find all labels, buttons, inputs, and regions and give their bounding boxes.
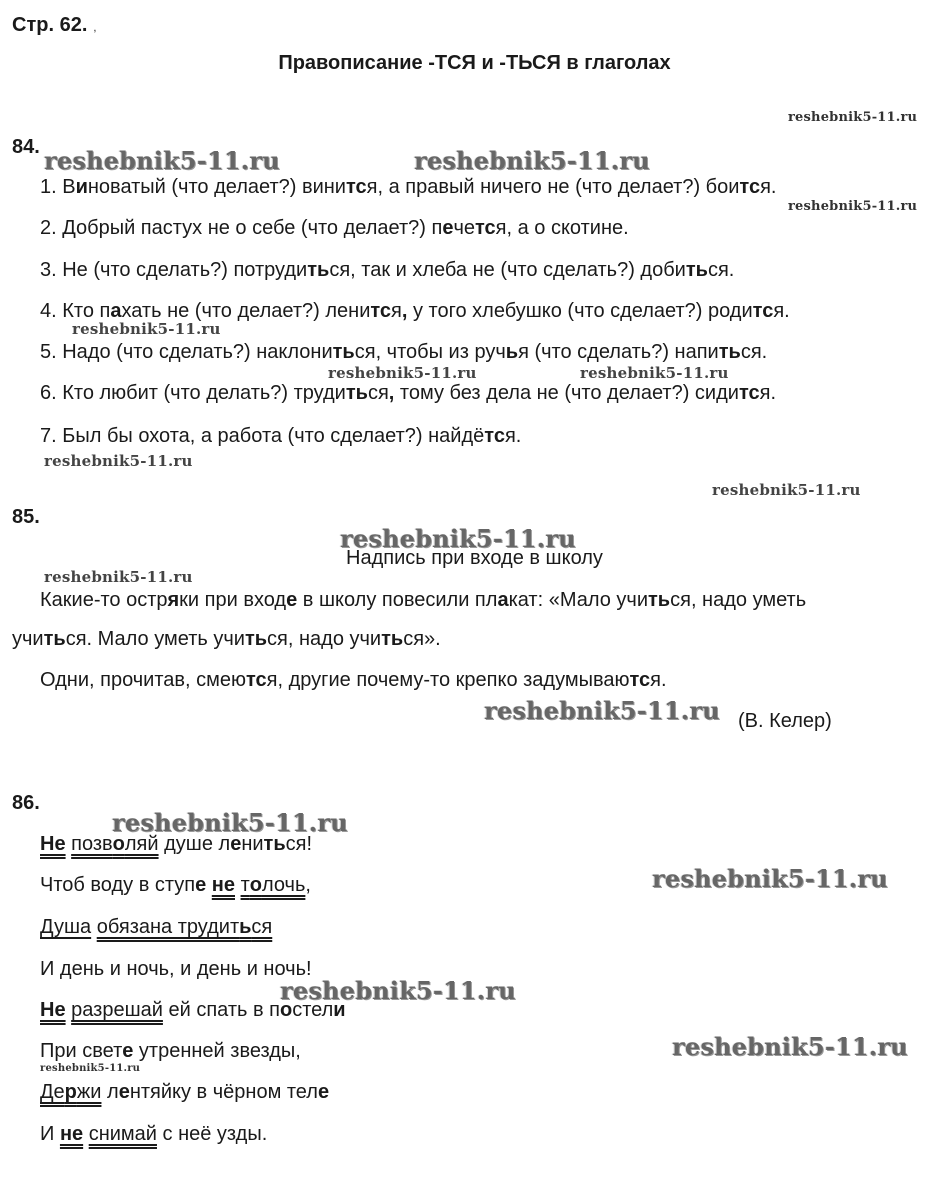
text-segment: Чтоб воду в ступ <box>40 874 196 896</box>
text-segment: не <box>211 874 235 896</box>
text-segment: ь <box>505 341 519 363</box>
text-segment: с неё узды. <box>156 1123 268 1145</box>
text-segment: е <box>195 874 207 896</box>
watermark: reshebnik5-11.ru <box>712 481 861 499</box>
text-segment: у того хлебушко (что сделает?) роди <box>407 300 753 322</box>
ex85-line-2 <box>12 628 441 651</box>
text-segment: ть <box>307 259 330 281</box>
text-segment: ь <box>239 916 252 938</box>
text-segment: , <box>388 382 395 404</box>
text-segment: ся, чтобы из руч <box>354 341 506 363</box>
text-segment: ей спать в п <box>162 999 280 1021</box>
watermark: reshebnik5-11.ru <box>788 199 918 214</box>
text-segment: новатый (что делает?) вини <box>87 176 346 198</box>
watermark: reshebnik5-11.ru <box>788 110 918 125</box>
text-segment: р <box>64 1081 77 1103</box>
text-segment: При свет <box>40 1040 123 1062</box>
watermark: reshebnik5-11.ru <box>40 1063 141 1074</box>
text-segment: е <box>230 833 242 855</box>
text-segment: ся, надо уметь <box>670 589 807 611</box>
text-segment: учи <box>12 628 44 650</box>
text-segment: и <box>333 999 346 1021</box>
ex84-line-5 <box>40 341 767 364</box>
text-segment: ть <box>332 341 355 363</box>
text-segment: 7. Был бы охота, а работа (что сделает?) найдё <box>40 425 485 447</box>
watermark: reshebnik5-11.ru <box>280 976 516 1005</box>
text-segment: не <box>59 1123 84 1145</box>
ex84-line-7 <box>40 425 521 448</box>
text-segment: е <box>122 1040 134 1062</box>
ex86-line-4 <box>40 958 312 981</box>
text-segment: 3. Не (что сделать?) потруди <box>40 259 308 281</box>
watermark: reshebnik5-11.ru <box>484 696 720 725</box>
ex86-line-8 <box>40 1123 267 1146</box>
text-segment: Де <box>40 1081 65 1103</box>
text-segment: тс <box>246 669 267 691</box>
text-segment: , <box>305 874 311 896</box>
text-segment: 6. Кто любит (что делать?) труди <box>40 382 346 404</box>
text-segment: тс <box>475 217 496 239</box>
watermark: reshebnik5-11.ru <box>44 146 280 175</box>
watermark: reshebnik5-11.ru <box>414 146 650 175</box>
text-segment: о <box>112 833 125 855</box>
text-segment: лочь <box>261 874 306 896</box>
text-segment: жи <box>76 1081 102 1103</box>
text-segment: я. <box>759 382 776 404</box>
watermark: reshebnik5-11.ru <box>72 320 221 338</box>
text-segment: я (что сделать?) напи <box>518 341 719 363</box>
text-segment: тс <box>739 176 761 198</box>
text-segment: тс <box>370 300 392 322</box>
text-segment: я, а правый ничего не (что делает?) бои <box>366 176 740 198</box>
text-segment: е <box>118 1081 130 1103</box>
text-segment: тс <box>752 300 774 322</box>
text-segment: ть <box>244 628 268 650</box>
text-segment: ся. <box>740 341 768 363</box>
text-segment: Не <box>40 833 66 855</box>
ex85-line-1 <box>40 589 806 612</box>
ex84-line-6 <box>40 382 776 405</box>
text-segment: ся! <box>285 833 313 855</box>
text-segment: о <box>280 999 293 1021</box>
text-segment: И день и ночь, и день и ночь! <box>40 958 312 980</box>
text-segment: позв <box>71 833 113 855</box>
text-segment: снимай <box>88 1123 157 1145</box>
text-segment: ся. Мало уметь учи <box>65 628 245 650</box>
text-segment: о <box>249 874 262 896</box>
text-segment: тс <box>629 669 651 691</box>
text-segment: утренней звезды, <box>133 1040 301 1062</box>
ex84-line-2 <box>40 217 629 240</box>
watermark: reshebnik5-11.ru <box>44 568 193 586</box>
text-segment: а <box>110 300 122 322</box>
text-segment: ть <box>648 589 671 611</box>
text-segment: Душа <box>40 916 92 938</box>
text-segment: кат: «Мало учи <box>508 589 649 611</box>
text-segment: я. <box>504 425 522 447</box>
ex86-line-7 <box>40 1081 329 1104</box>
ex86-line-6 <box>40 1040 301 1063</box>
watermark: reshebnik5-11.ru <box>672 1032 908 1061</box>
text-segment: ся, так и хлеба не (что сделать?) доби <box>329 259 686 281</box>
text-segment: ки при вход <box>179 589 287 611</box>
text-segment: я. <box>760 176 777 198</box>
text-segment: я <box>167 589 180 611</box>
text-segment: л <box>101 1081 119 1103</box>
text-segment: ся <box>251 916 273 938</box>
text-segment: 5. Надо (что сделать?) наклони <box>40 341 333 363</box>
text-segment: душе л <box>158 833 231 855</box>
text-segment: Не <box>40 999 66 1021</box>
text-segment: я. <box>773 300 790 322</box>
watermark: reshebnik5-11.ru <box>112 808 348 837</box>
text-segment: обязана трудит <box>96 916 240 938</box>
page-title: Правописание -ТСЯ и -ТЬСЯ в глаголах <box>278 52 671 74</box>
watermark: reshebnik5-11.ru <box>328 364 477 382</box>
text-segment: , <box>401 300 408 322</box>
text-segment: ть <box>345 382 368 404</box>
text-segment: ся». <box>403 628 441 650</box>
text-segment: я <box>391 300 402 322</box>
text-segment: ть <box>381 628 404 650</box>
text-segment: ть <box>43 628 66 650</box>
ex85-line-3 <box>40 669 667 692</box>
exercise-86-number: 86. <box>12 792 40 814</box>
text-segment: ся <box>367 382 389 404</box>
text-segment: т <box>240 874 250 896</box>
text-segment: 2. Добрый пастух не о себе (что делает?) п <box>40 217 443 239</box>
exercise-85-number: 85. <box>12 506 40 528</box>
text-segment: ни <box>241 833 264 855</box>
text-segment: а <box>497 589 509 611</box>
text-segment: ть <box>685 259 708 281</box>
text-segment: стел <box>292 999 334 1021</box>
text-segment: е <box>286 589 298 611</box>
text-segment: я, другие почему-то крепко задумываю <box>266 669 630 691</box>
text-segment: ляй <box>124 833 159 855</box>
text-segment: че <box>453 217 475 239</box>
text-segment: тс <box>345 176 367 198</box>
text-segment: тс <box>484 425 505 447</box>
watermark: reshebnik5-11.ru <box>652 864 888 893</box>
text-segment: Одни, прочитав, смею <box>40 669 247 691</box>
text-segment: ся, надо учи <box>267 628 382 650</box>
ex86-line-3 <box>40 916 272 939</box>
text-segment: И <box>40 1123 60 1145</box>
page-reference: Стр. 62. , <box>12 14 97 36</box>
text-segment: ся. <box>707 259 735 281</box>
ex85-heading: Надпись при входе в школу <box>346 547 603 569</box>
text-segment: Какие-то остр <box>40 589 168 611</box>
text-segment: и <box>75 176 88 198</box>
exercise-84-number: 84. <box>12 136 40 158</box>
ex85-author: (В. Келер) <box>738 710 832 732</box>
ex84-line-3 <box>40 259 734 282</box>
text-segment: я. <box>650 669 667 691</box>
text-segment: в школу повесили пл <box>297 589 498 611</box>
text-segment: я, а о скотине. <box>495 217 629 239</box>
watermark: reshebnik5-11.ru <box>340 524 576 553</box>
text-segment: ть <box>263 833 286 855</box>
text-segment: разрешай <box>71 999 163 1021</box>
watermark: reshebnik5-11.ru <box>580 364 729 382</box>
text-segment: нтяйку в чёрном тел <box>129 1081 318 1103</box>
text-segment: тс <box>738 382 760 404</box>
text-segment: е <box>442 217 454 239</box>
text-segment: ть <box>718 341 741 363</box>
ex86-line-2 <box>40 874 311 897</box>
text-segment: хать не (что делает?) лени <box>121 300 371 322</box>
text-segment: 4. Кто п <box>40 300 111 322</box>
watermark: reshebnik5-11.ru <box>44 452 193 470</box>
text-segment: тому без дела не (что делает?) сиди <box>394 382 739 404</box>
ex84-line-1 <box>40 176 776 199</box>
text-segment: е <box>317 1081 330 1103</box>
text-segment: 1. В <box>40 176 76 198</box>
